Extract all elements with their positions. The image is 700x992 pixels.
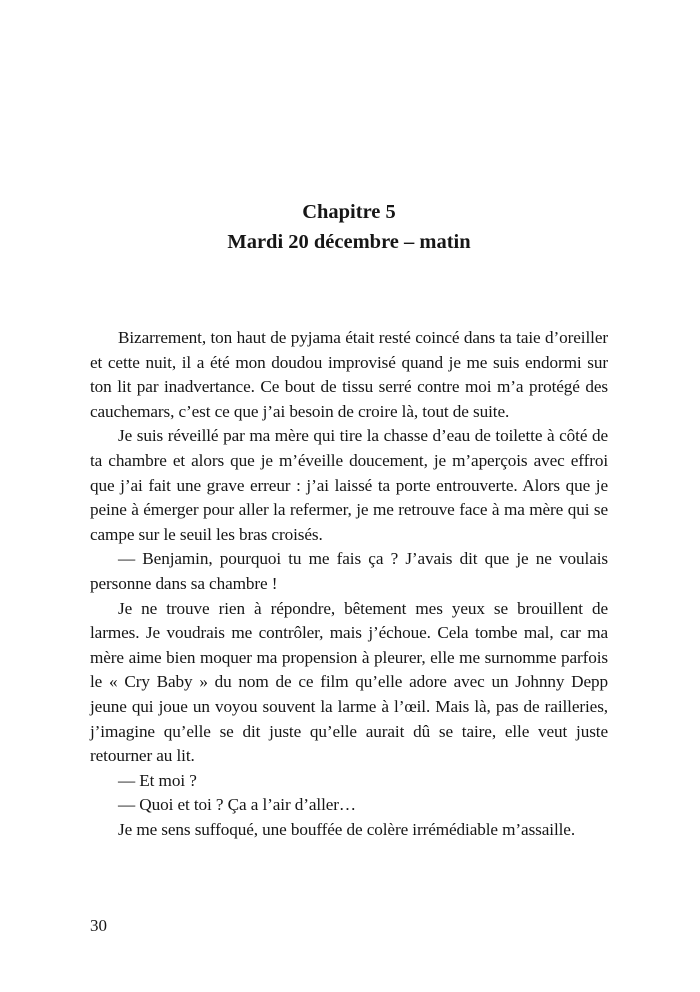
paragraph: — Benjamin, pourquoi tu me fais ça ? J’avais dit que je ne voulais personne dans sa chambre !: [90, 549, 608, 593]
paragraph: Je suis réveillé par ma mère qui tire la chasse d’eau de toilette à côté de ta chambre et alors que je m’éveille doucement, je m’aperçois avec effroi que j’ai fait une grave erreur : j’ai laissé ta porte entrouverte. Alors que je peine à émerger pour aller la refermer, je me retrouve face à ma mère qui se campe sur le seuil les bras croisés.: [90, 426, 608, 544]
chapter-number: Chapitre 5: [302, 201, 396, 223]
paragraph: — Quoi et toi ? Ça a l’air d’aller…: [118, 795, 356, 815]
page-number: 30: [90, 916, 107, 935]
paragraph: Je me sens suffoqué, une bouffée de colère irrémédiable m’assaille.: [118, 819, 576, 839]
paragraph: Bizarrement, ton haut de pyjama était resté coincé dans ta taie d’oreiller et cette nuit, il a été mon doudou improvisé quand je me suis endormi sur ton lit par inadvertance. Ce bout de tissu serré contre moi m’a protégé des cauchemars, c’est ce que j’ai besoin de croire là, tout de suite.: [90, 328, 608, 421]
paragraph: Je ne trouve rien à répondre, bêtement mes yeux se brouillent de larmes. Je voudrais me contrôler, mais j’échoue. Cela tombe mal, car ma mère aime bien moquer ma propension à pleurer, elle me surnomme parfois le « Cry Baby » du nom de ce film qu’elle adore avec un Johnny Depp jeune qui joue un voyou souvent la larme à l’œil. Mais là, pas de railleries, j’imagine qu’elle se dit juste qu’elle aurait dû se taire, elle veut juste retourner au lit.: [90, 598, 608, 766]
chapter-subtitle: Mardi 20 décembre – matin: [227, 231, 471, 253]
chapter-heading: [90, 197, 608, 257]
paragraph: — Et moi ?: [118, 770, 197, 790]
body-text: [90, 326, 608, 842]
